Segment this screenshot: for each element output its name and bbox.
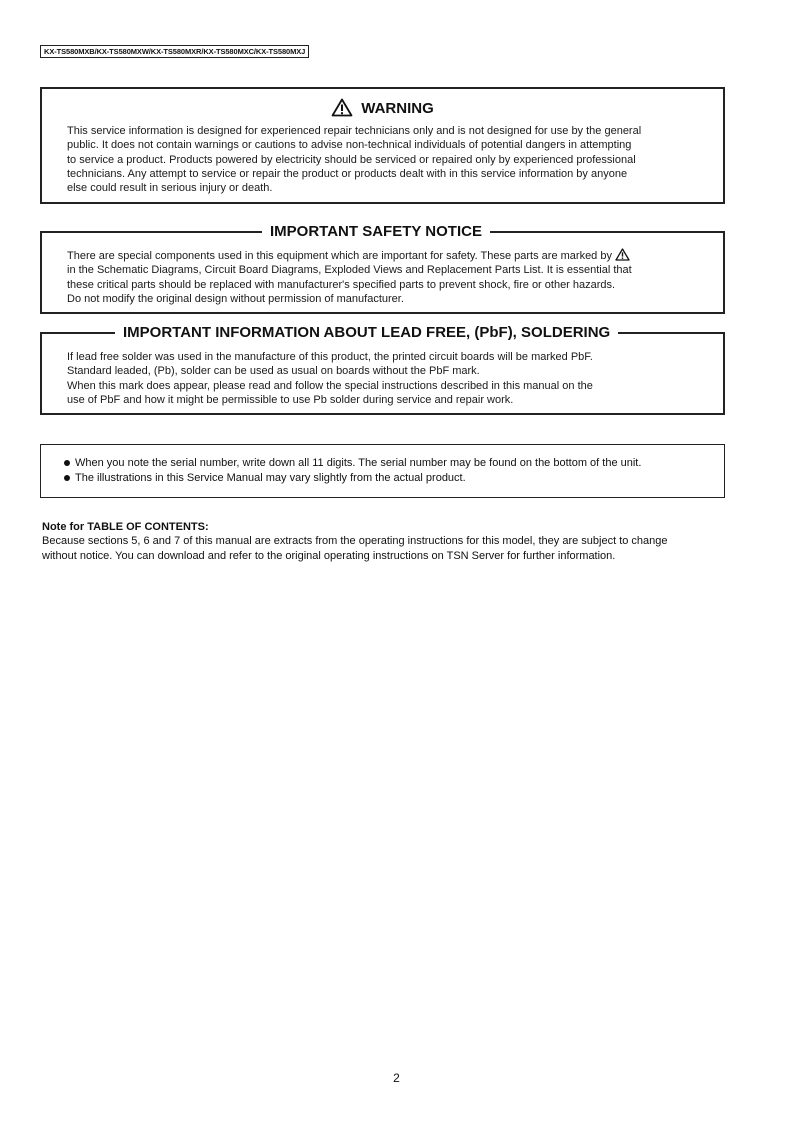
safety-notice-box [40,223,725,314]
toc-note [42,520,742,563]
lead-free-body [67,350,703,407]
warning-body [67,124,703,195]
warning-title [42,98,723,119]
warning-line: else could result in serious injury or death. [67,182,273,195]
safety-line: in the Schematic Diagrams, Circuit Board Diagrams, Exploded Views and Replacement Parts List. It is essential that [67,264,632,277]
lead-free-line: use of PbF and how it might be permissible to use Pb solder during service and repair work. [67,393,514,406]
warning-line: This service information is designed for experienced repair technicians only and is not designed for use by the general [67,125,642,137]
warning-triangle-icon [331,98,353,117]
lead-free-box [40,324,725,415]
lead-free-line: When this mark does appear, please read and follow the special instructions described in this manual on the [67,379,593,392]
lead-free-line: If lead free solder was used in the manufacture of this product, the printed circuit boards will be marked PbF. [67,351,593,363]
list-item: When you note the serial number, write down all 11 digits. The serial number may be found on the bottom of the unit. [63,456,714,471]
warning-line: to service a product. Products powered by electricity should be serviced or repaired only by experienced professional [67,153,636,166]
safety-line [67,248,703,263]
toc-note-line: Because sections 5, 6 and 7 of this manual are extracts from the operating instructions for this model, they are subject to change [42,535,668,548]
model-tag: KX-TS580MXB/KX-TS580MXW/KX-TS580MXR/KX-TS580MXC/KX-TS580MXJ [40,45,309,58]
page-number: 2 [393,1071,400,1085]
warning-line: public. It does not contain warnings or cautions to advise non-technical individuals of potential dangers in attempting [67,139,632,152]
safety-notice-title: IMPORTANT SAFETY NOTICE [262,222,490,242]
safety-line: these critical parts should be replaced with manufacturer's specified parts to prevent shock, fire or other hazards. [67,278,616,291]
toc-note-title: Note for TABLE OF CONTENTS: [42,521,209,533]
warning-triangle-icon [615,248,630,261]
safety-line: Do not modify the original design without permission of manufacturer. [67,292,404,305]
list-item: The illustrations in this Service Manual may vary slightly from the actual product. [63,471,714,486]
notes-list [63,456,714,486]
safety-notice-body [67,248,703,306]
warning-line: technicians. Any attempt to service or repair the product or products dealt with in this service information by anyone [67,167,628,180]
notes-box [40,444,725,498]
toc-note-line: without notice. You can download and refer to the original operating instructions on TSN Server for further information. [42,549,616,562]
warning-box [40,87,725,204]
warning-title-text: WARNING [361,100,434,117]
lead-free-title: IMPORTANT INFORMATION ABOUT LEAD FREE, (PbF), SOLDERING [115,323,618,343]
lead-free-line: Standard leaded, (Pb), solder can be used as usual on boards without the PbF mark. [67,365,480,378]
safety-line-text: There are special components used in this equipment which are important for safety. These parts are marked by [67,250,612,262]
